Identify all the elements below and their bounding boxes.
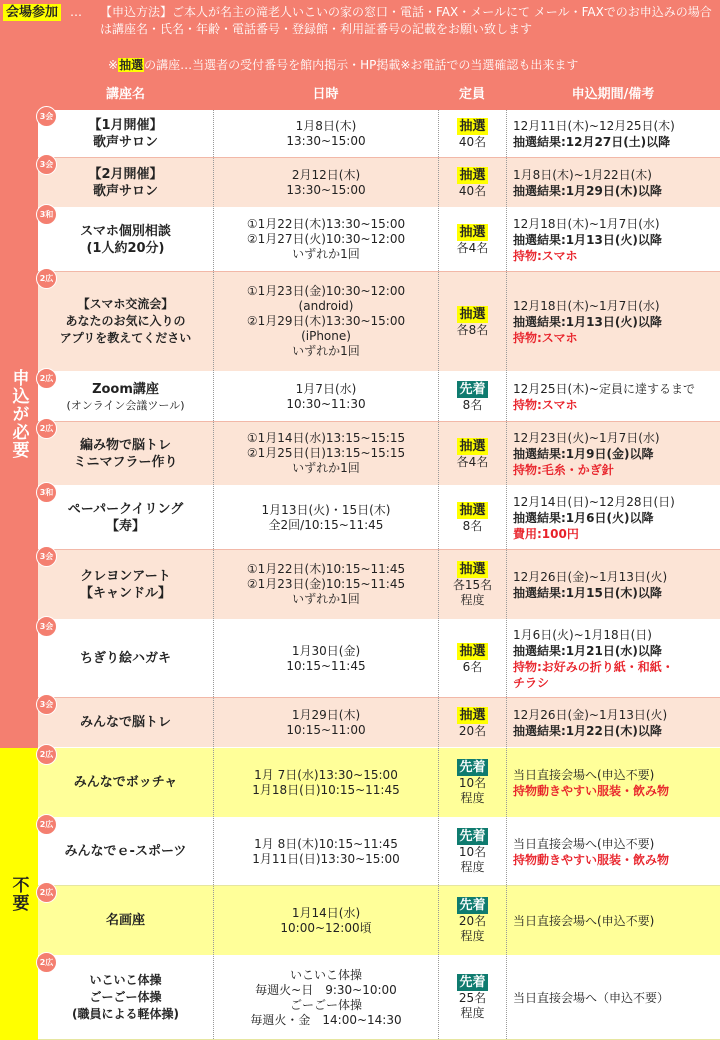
course-name: クレヨンアート [80,568,171,584]
lottery-badge: 抽選 [459,502,486,518]
note-line: 当日直接会場へ(申込不要) [513,767,655,782]
period-notes-cell [506,698,720,747]
course-name-cell [38,550,213,619]
schedule-cell [213,620,438,697]
table-row [38,550,720,620]
note-line: 1月8日(木)~1月22日(木) [513,167,652,182]
note-line: 抽選結果:1月6日(火)以降 [513,510,654,525]
course-name: 歌声サロン [92,134,158,150]
schedule-line: 全2回/10:15~11:45 [268,517,384,532]
period-notes-cell [506,110,720,157]
course-name: ちぎり絵ハガキ [79,651,171,666]
note-line: 抽選結果:1月13日(火)以降 [513,314,662,329]
schedule-line: 13:30~15:00 [286,182,366,197]
table-row [38,956,720,1040]
note-line: 当日直接会場へ(申込不要) [513,836,655,851]
capacity-value: 程度 [460,593,485,607]
capacity-cell [438,550,506,619]
schedule-line: 毎週火~日 9:30~10:00 [255,982,397,997]
note-line: 持物:毛糸・かぎ針 [513,462,614,477]
capacity-cell [438,698,506,747]
lottery-badge: 抽選 [459,167,486,183]
building-tag: 2広 [36,882,57,903]
period-notes-cell [506,620,720,697]
course-name-cell [38,158,213,207]
building-tag: 3和 [36,204,57,225]
period-notes-cell [506,158,720,207]
schedule-line: (iPhone) [301,329,351,343]
note-line: 抽選結果:1月22日(木)以降 [513,723,662,738]
course-name: (職員による軽体操) [72,1007,179,1021]
note-line: 12月25日(木)~定員に達するまで [513,381,695,396]
note-line: 抽選結果:1月15日(木)以降 [513,585,662,600]
course-name-cell [38,818,213,885]
table-row [38,486,720,550]
note-line: 12月18日(木)~1月7日(水) [513,216,660,231]
first-come-badge: 先着 [459,760,486,775]
note-line: 費用:100円 [513,526,579,541]
table-header [38,80,720,110]
side-label-not-required: 不要 [8,876,29,912]
course-name: Zoom講座 [92,381,159,397]
course-name: みんなでボッチャ [73,775,178,790]
note-line: 12月23日(火)~1月7日(水) [513,430,660,445]
schedule-line: 1月8日(木) [295,118,357,133]
course-name: みんなでｅ-スポーツ [64,844,187,859]
course-name-cell [38,422,213,485]
schedule-cell [213,886,438,955]
lottery-badge: 抽選 [459,438,486,454]
schedule-line: 1月 7日(水)13:30~15:00 [254,767,398,782]
course-name: (1人約20分) [86,240,165,256]
building-tag: 2広 [36,418,57,439]
note-line: 抽選結果:1月29日(木)以降 [513,183,662,198]
course-name: みんなで脳トレ [79,715,171,730]
building-tag: 3会 [36,546,57,567]
building-tag: 2広 [36,368,57,389]
period-notes-cell [506,208,720,271]
course-name-cell [38,372,213,421]
course-name-cell [38,272,213,371]
course-name-cell [38,208,213,271]
course-name: あなたのお気に入りの [65,314,186,328]
schedule-line: ごーごー体操 [289,997,362,1012]
schedule-cell [213,486,438,549]
course-name: アプリを教えてください [59,331,192,345]
side-band-not-required [0,748,38,1040]
table-row [38,748,720,818]
schedule-line: 1月13日(火)・15日(木) [261,502,391,517]
capacity-value: 各8名 [456,322,489,337]
schedule-line: 毎週火・金 14:00~14:30 [250,1012,402,1027]
course-name-cell [38,748,213,817]
side-label-required: 申込が必要 [8,369,29,459]
capacity-value: 各4名 [456,454,489,469]
course-name: ミニマフラー作り [73,454,178,470]
capacity-cell [438,486,506,549]
period-notes-cell [506,748,720,817]
schedule-line: いずれか1回 [292,247,360,261]
capacity-value: 8名 [462,397,483,412]
course-name: 【寿】 [105,518,145,534]
building-tag: 2広 [36,952,57,973]
lottery-badge: 抽選 [459,707,486,723]
table-row [38,110,720,158]
schedule-line: いこいこ体操 [289,967,362,982]
capacity-value: 40名 [458,183,487,198]
schedule-cell [213,550,438,619]
capacity-value: 程度 [460,860,485,874]
building-tag: 3会 [36,106,57,127]
table-row [38,158,720,208]
schedule-cell [213,956,438,1039]
capacity-cell [438,272,506,371]
header-banner [0,0,720,80]
schedule-line: 10:15~11:45 [286,658,366,673]
first-come-badge: 先着 [459,381,486,397]
schedule-cell [213,698,438,747]
header-ellipsis: … [70,5,82,19]
building-tag: 2広 [36,744,57,765]
capacity-cell [438,956,506,1039]
capacity-cell [438,818,506,885]
lottery-badge: 抽選 [459,562,486,577]
note-line: 抽選結果:1月9日(金)以降 [513,446,654,461]
course-name: ごーごー体操 [89,990,162,1004]
schedule-line: 13:30~15:00 [286,133,366,148]
period-notes-cell [506,886,720,955]
course-name-cell [38,886,213,955]
capacity-value: 程度 [460,1006,485,1020]
schedule-cell [213,372,438,421]
schedule-line: ①1月23日(金)10:30~12:00 [246,284,406,298]
schedule-line: (android) [298,299,354,313]
schedule-line: 1月7日(水) [295,381,357,396]
first-come-badge: 先着 [459,829,486,844]
lottery-badge: 抽選 [459,224,486,240]
first-come-badge: 先着 [459,898,486,913]
application-method-text: 【申込方法】ご本人が名主の滝老人いこいの家の窓口・電話・FAX・メールにて メール・FAXでのお申込みの場合は講座名・氏名・年齢・電話番号・登録館・利用証番号の記載をお願い致します [100,5,712,36]
schedule-line: 2月12日(木) [291,167,361,182]
course-name: 【キャンドル】 [79,585,171,601]
course-name: スマホ個別相談 [80,223,171,239]
schedule-line: いずれか1回 [292,344,360,358]
schedule-line: いずれか1回 [292,592,360,606]
schedule-cell [213,422,438,485]
table-row [38,422,720,486]
note-line: 持物:スマホ [513,330,578,345]
capacity-value: 程度 [460,929,485,943]
schedule-line: ②1月29日(木)13:30~15:00 [246,314,406,328]
lottery-highlight: 抽選 [119,58,144,72]
first-come-badge: 先着 [459,975,486,990]
note-line: 1月6日(火)~1月18日(日) [513,627,652,642]
schedule-line: ①1月22日(木)13:30~15:00 [246,217,406,231]
lottery-note-text: の講座…当選者の受付番号を館内掲示・HP掲載※お電話での当選確認も出来ます [144,58,579,72]
note-line: 抽選結果:12月27日(土)以降 [513,134,671,149]
schedule-line: 1月18日(日)10:15~11:45 [252,782,400,797]
building-tag: 2広 [36,814,57,835]
lottery-badge: 抽選 [459,306,486,322]
column-header-period: 申込期間/備考 [571,87,655,102]
schedule-cell [213,208,438,271]
building-tag: 3会 [36,616,57,637]
schedule-line: 1月14日(水) [291,905,361,920]
course-name-cell [38,620,213,697]
capacity-value: 6名 [462,659,483,674]
schedule-cell [213,272,438,371]
note-line: 12月26日(金)~1月13日(火) [513,569,668,584]
course-name-cell [38,698,213,747]
course-name: 歌声サロン [92,183,158,199]
table-row [38,620,720,698]
capacity-value: 20名 [458,914,487,928]
course-name: 名画座 [105,913,145,928]
note-line: 12月11日(木)~12月25日(木) [513,118,675,133]
table-row [38,886,720,956]
course-name: 【1月開催】 [88,117,163,133]
period-notes-cell [506,956,720,1039]
course-name-cell [38,956,213,1039]
note-line: 当日直接会場へ(申込不要) [513,913,655,928]
schedule-cell [213,748,438,817]
note-line: チラシ [513,675,550,690]
capacity-value: 10名 [458,845,487,859]
side-band-required [0,80,38,748]
capacity-cell [438,158,506,207]
note-line: 持物:スマホ [513,248,578,263]
table-row [38,818,720,886]
capacity-value: 各4名 [456,240,489,255]
capacity-value: 20名 [458,723,487,738]
schedule-line: ②1月25日(日)13:15~15:15 [246,446,406,460]
building-tag: 3会 [36,694,57,715]
column-header-datetime: 日時 [312,87,339,102]
table-row [38,372,720,422]
schedule-line: 10:15~11:00 [286,722,366,737]
capacity-cell [438,748,506,817]
note-line: 12月18日(木)~1月7日(水) [513,298,660,313]
table-row [38,698,720,748]
lottery-note [108,57,578,74]
schedule-line: 1月 8日(木)10:15~11:45 [254,836,398,851]
schedule-line: 1月29日(木) [291,707,361,722]
capacity-value: 10名 [458,776,487,790]
course-name-cell [38,486,213,549]
capacity-cell [438,886,506,955]
venue-participation-badge: 会場参加 [3,4,61,21]
schedule-line: 10:00~12:00頃 [280,920,372,935]
note-line: 持物:お好みの折り紙・和紙・ [513,659,674,674]
course-name: 編み物で脳トレ [79,437,171,453]
capacity-value: 25名 [458,991,487,1005]
course-name-cell [38,110,213,157]
schedule-line: ①1月14日(水)13:15~15:15 [246,431,406,445]
schedule-line: 1月11日(日)13:30~15:00 [252,851,400,866]
capacity-value: 程度 [460,791,485,805]
table-row [38,208,720,272]
note-line: 抽選結果:1月13日(火)以降 [513,232,662,247]
course-name: 【2月開催】 [88,166,163,182]
capacity-cell [438,422,506,485]
period-notes-cell [506,550,720,619]
note-line: 12月14日(日)~12月28日(日) [513,494,675,509]
note-line: 持物動きやすい服装・飲み物 [513,852,670,867]
period-notes-cell [506,818,720,885]
course-name: 【スマホ交流会】 [77,297,174,311]
capacity-cell [438,372,506,421]
course-subname: (オンライン会議ツール) [66,398,185,412]
schedule-line: ②1月27日(火)10:30~12:00 [246,232,406,246]
table-row [38,272,720,372]
note-line: 12月26日(金)~1月13日(火) [513,707,668,722]
capacity-value: 40名 [458,134,487,149]
lottery-badge: 抽選 [459,643,486,659]
schedule-cell [213,818,438,885]
schedule-line: いずれか1回 [292,461,360,475]
course-name: いこいこ体操 [89,973,162,987]
period-notes-cell [506,486,720,549]
capacity-cell [438,110,506,157]
period-notes-cell [506,272,720,371]
note-line: 当日直接会場へ（申込不要） [513,990,670,1005]
schedule-line: ①1月22日(木)10:15~11:45 [246,562,406,576]
note-line: 持物:スマホ [513,397,578,412]
capacity-cell [438,620,506,697]
period-notes-cell [506,372,720,421]
period-notes-cell [506,422,720,485]
schedule-line: 10:30~11:30 [286,396,366,411]
note-line: 抽選結果:1月21日(水)以降 [513,643,662,658]
column-header-course: 講座名 [105,87,145,102]
lottery-badge: 抽選 [459,118,486,134]
building-tag: 2広 [36,268,57,289]
course-name: ペーパークイリング [67,501,184,517]
building-tag: 3和 [36,482,57,503]
building-tag: 3会 [36,154,57,175]
note-line: 持物動きやすい服装・飲み物 [513,783,670,798]
capacity-cell [438,208,506,271]
capacity-value: 8名 [462,518,483,533]
schedule-line: 1月30日(金) [291,643,361,658]
column-header-capacity: 定員 [458,87,485,102]
schedule-cell [213,110,438,157]
capacity-value: 各15名 [452,578,493,592]
schedule-line: ②1月23日(金)10:15~11:45 [246,577,406,591]
schedule-cell [213,158,438,207]
lottery-note-prefix: ※ [108,58,119,72]
